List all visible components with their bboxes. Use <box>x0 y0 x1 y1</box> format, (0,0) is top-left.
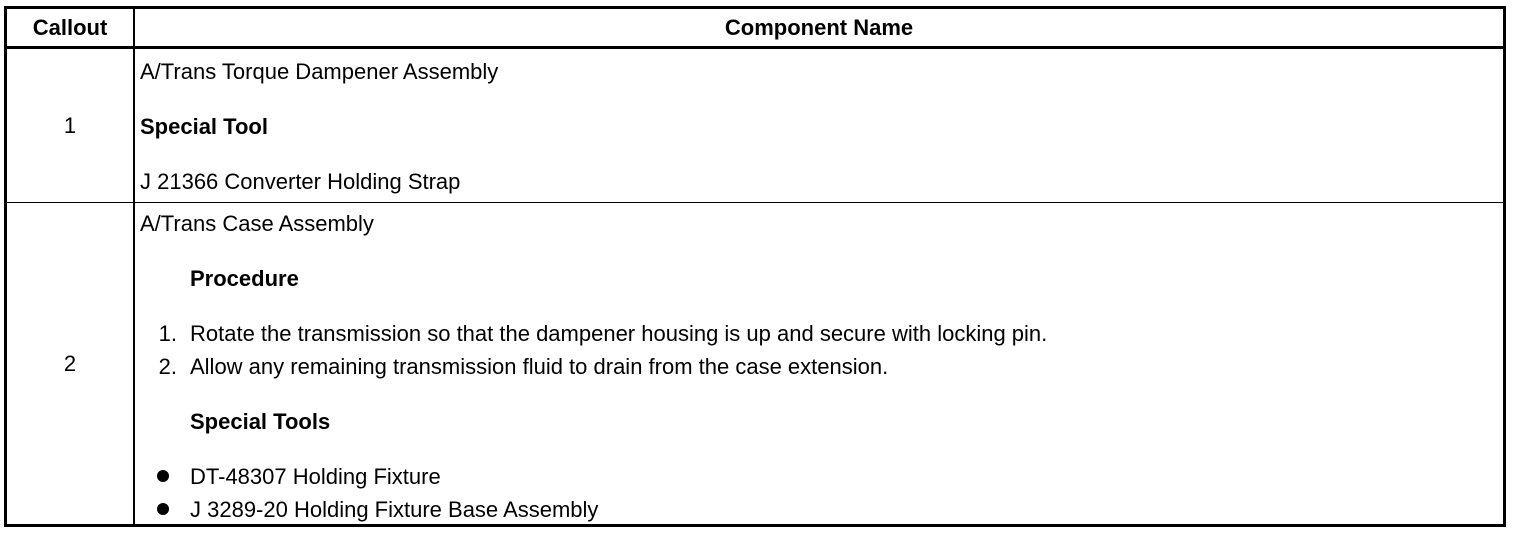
component-cell <box>135 49 1503 202</box>
table-row <box>7 203 1503 524</box>
tool-item: J 3289-20 Holding Fixture Base Assembly <box>190 497 599 522</box>
step-text: Rotate the transmission so that the dampener housing is up and secure with locking pin. <box>190 321 1048 346</box>
special-tool-item: J 21366 Converter Holding Strap <box>140 169 461 194</box>
step-number: 1. <box>158 321 177 346</box>
table-row <box>7 49 1503 203</box>
table-header-row <box>7 9 1503 49</box>
special-tool-heading: Special Tool <box>140 114 268 139</box>
component-table <box>4 6 1506 527</box>
callout-number: 1 <box>63 112 77 138</box>
component-name: A/Trans Case Assembly <box>140 211 374 236</box>
callout-number: 2 <box>63 350 77 376</box>
component-cell <box>135 203 1503 524</box>
bullet-icon <box>157 503 169 515</box>
special-tools-heading: Special Tools <box>190 409 331 434</box>
bullet-icon <box>157 470 169 482</box>
step-text: Allow any remaining transmission fluid to drain from the case extension. <box>190 354 889 379</box>
procedure-heading: Procedure <box>190 266 299 291</box>
tool-item: DT-48307 Holding Fixture <box>190 464 441 489</box>
step-number: 2. <box>158 354 177 379</box>
component-name: A/Trans Torque Dampener Assembly <box>140 59 499 84</box>
component-name-column-header: Component Name <box>724 14 914 40</box>
callout-column-header: Callout <box>32 14 108 40</box>
